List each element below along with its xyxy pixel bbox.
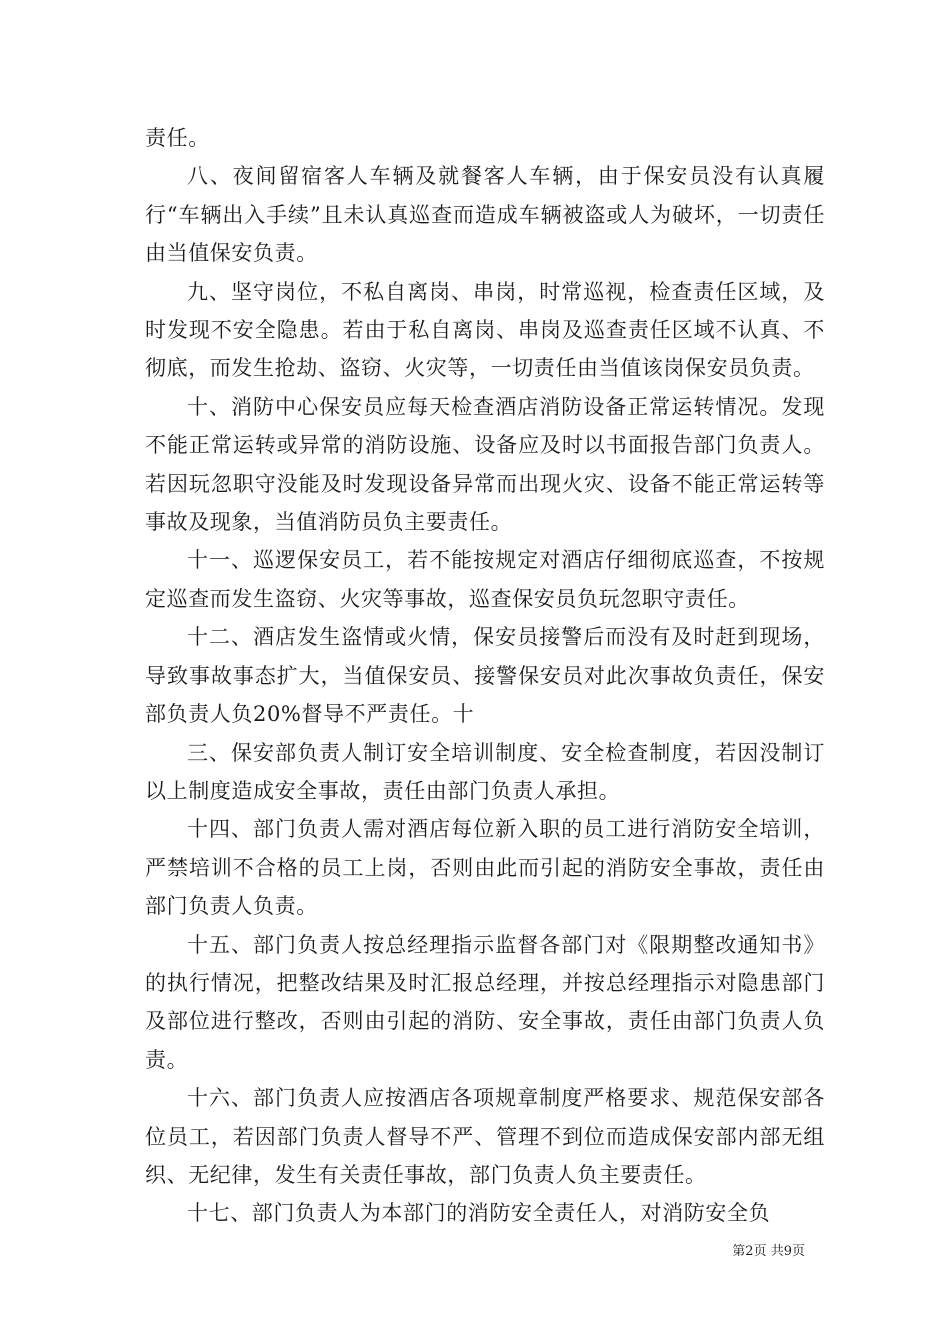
- paragraph-item-17: 十七、部门负责人为本部门的消防安全责任人，对消防安全负: [187, 1201, 771, 1226]
- paragraph-item-10: 十、消防中心保安员应每天检查酒店消防设备正常运转情况。发现不能正常运转或异常的消防设施、设备应及时以书面报告部门负责人。若因玩忽职守没能及时发现设备异常而出现火灾、设备不能正常运转等事故及现象，当值消防员负主要责任。: [145, 394, 825, 535]
- paragraph-item-16: 十六、部门负责人应按酒店各项规章制度严格要求、规范保安部各位员工，若因部门负责人督导不严、管理不到位而造成保安部内部无组织、无纪律，发生有关责任事故，部门负责人负主要责任。: [145, 1086, 825, 1187]
- paragraph-item-14: 十四、部门负责人需对酒店每位新入职的员工进行消防安全培训，严禁培训不合格的员工上岗，否则由此而引起的消防安全事故，责任由部门负责人负责。: [145, 817, 825, 919]
- page-number-footer: [0, 1240, 805, 1259]
- paragraph-item-9: 九、坚守岗位，不私自离岗、串岗，时常巡视，检查责任区域，及时发现不安全隐患。若由于私自离岗、串岗及巡查责任区域不认真、不彻底，而发生抢劫、盗窃、火灾等，一切责任由当值该岗保安员负责。: [145, 279, 825, 381]
- paragraph-item-8: 八、夜间留宿客人车辆及就餐客人车辆，由于保安员没有认真履行“车辆出入手续”且未认真巡查而造成车辆被盗或人为破坏，一切责任由当值保安负责。: [145, 164, 825, 266]
- paragraph-continuation: 责任。: [145, 126, 210, 150]
- footer-current-page: 2: [745, 1244, 754, 1259]
- paragraph-item-15: 十五、部门负责人按总经理指示监督各部门对《限期整改通知书》的执行情况，把整改结果及时汇报总经理，并按总经理指示对隐患部门及部位进行整改，否则由引起的消防、安全事故，责任由部门负责人负责。: [145, 932, 825, 1072]
- paragraph-item-13: 三、保安部负责人制订安全培训制度、安全检查制度，若因没制订以上制度造成安全事故，责任由部门负责人承担。: [145, 740, 825, 803]
- paragraph-item-11: 十一、巡逻保安员工，若不能按规定对酒店仔细彻底巡查，不按规定巡查而发生盗窃、火灾等事故，巡查保安员负玩忽职守责任。: [145, 548, 825, 611]
- footer-middle: 页 共: [753, 1244, 784, 1259]
- footer-suffix: 页: [791, 1244, 805, 1259]
- paragraph-item-12: 十二、酒店发生盗情或火情，保安员接警后而没有及时赶到现场，导致事故事态扩大，当值保安员、接警保安员对此次事故负责任，保安部负责人负20%督导不严责任。十: [145, 625, 825, 727]
- document-body: [145, 119, 825, 1233]
- footer-prefix: 第: [732, 1244, 746, 1259]
- footer-total-pages: 9: [783, 1244, 792, 1259]
